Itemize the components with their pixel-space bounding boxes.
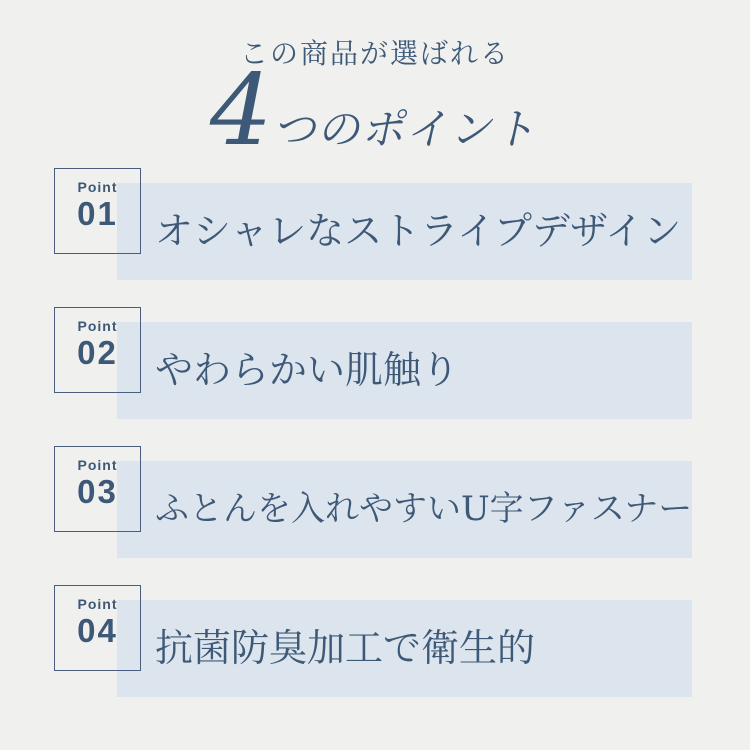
page-title [0,54,750,168]
point-number: 01 [77,195,118,233]
point-number-box [54,168,141,254]
point-number-box [54,446,141,532]
title-number: 4 [209,54,273,168]
point-text: ふとんを入れやすいU字ファスナー [155,489,693,529]
point-number: 04 [77,612,118,650]
point-label: Point [77,457,118,473]
point-label: Point [77,179,118,195]
point-label: Point [77,318,118,334]
point-label: Point [77,596,118,612]
point-number-box [54,585,141,671]
point-section-03 [0,446,750,558]
header-subtitle: この商品が選ばれる [239,37,510,70]
point-text: オシャレなストライプデザイン [155,209,682,253]
point-text: 抗菌防臭加工で衛生的 [155,626,536,670]
point-section-02 [0,307,750,419]
point-number-box [54,307,141,393]
point-number: 02 [77,334,118,372]
point-text: やわらかい肌触り [155,348,460,392]
point-section-04 [0,585,750,697]
point-number: 03 [77,473,118,511]
title-text: つのポイント [270,105,546,155]
point-section-01 [0,168,750,280]
